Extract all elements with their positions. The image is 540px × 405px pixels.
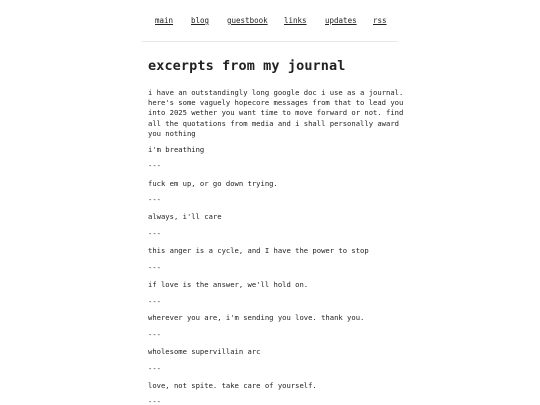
journal-entry: if love is the answer, we'll hold on. [148, 280, 309, 289]
nav-link-main[interactable]: main [155, 16, 174, 25]
journal-entry: wherever you are, i'm sending you love. thank you. [148, 313, 365, 322]
post-intro [148, 88, 404, 139]
entry-separator: --- [148, 397, 161, 405]
entry-separator: --- [148, 195, 161, 204]
intro-line: into 2025 wether you want time to move forward or not. find [148, 108, 404, 118]
nav-link-guestbook[interactable]: guestbook [227, 16, 268, 25]
intro-line: here's some vaguely hopecore messages from that to lead you [148, 98, 404, 108]
entry-separator: --- [148, 263, 161, 272]
nav-link-links[interactable]: links [284, 16, 307, 25]
nav-link-rss[interactable]: rss [373, 16, 387, 25]
nav-link-blog[interactable]: blog [191, 16, 210, 25]
journal-entry: always, i'll care [148, 212, 222, 221]
top-nav [0, 16, 540, 28]
intro-line: you nothing [148, 128, 196, 138]
post-title: excerpts from my journal [148, 58, 346, 74]
journal-entry: fuck em up, or go down trying. [148, 179, 278, 188]
journal-entry: wholesome supervillain arc [148, 347, 261, 356]
entry-separator: --- [148, 297, 161, 306]
entry-separator: --- [148, 161, 161, 170]
nav-link-updates[interactable]: updates [325, 16, 357, 25]
intro-line: i have an outstandingly long google doc i use as a journal. [148, 88, 404, 97]
entry-separator: --- [148, 364, 161, 373]
journal-entry: this anger is a cycle, and I have the power to stop [148, 246, 369, 255]
journal-entry: i'm breathing [148, 145, 205, 154]
journal-entry: love, not spite. take care of yourself. [148, 381, 317, 390]
entry-separator: --- [148, 229, 161, 238]
header-divider [142, 41, 398, 42]
entry-separator: --- [148, 330, 161, 339]
intro-line: all the quotations from media and i shall personally award [148, 118, 399, 128]
